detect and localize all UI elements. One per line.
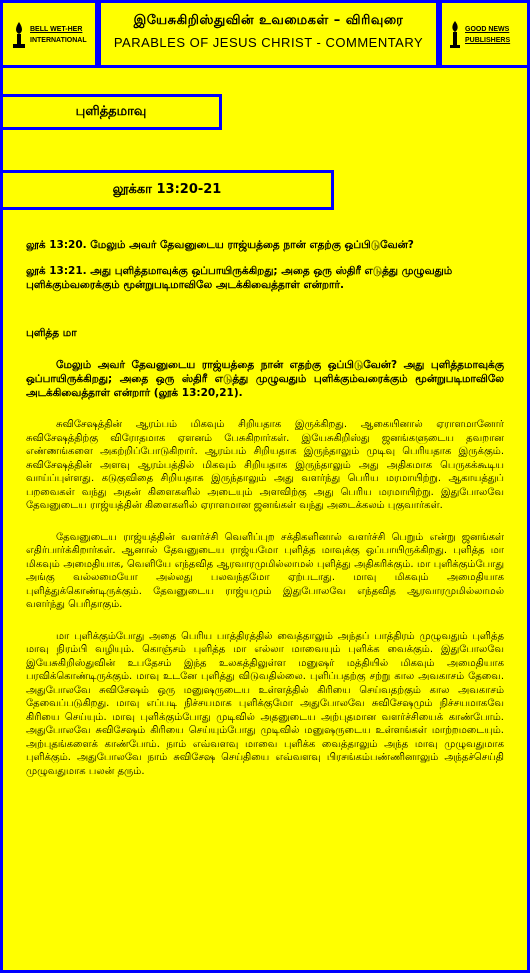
lamp-icon — [11, 20, 27, 50]
quoted-verse: மேலும் அவர் தேவனுடைய ராஜ்யத்தை நான் எதற்கு ஒப்பிடுவேன்? அது புளித்தமாவுக்கு ஒப்பாயிருக்கிறது; அதை ஒரு ஸ்திரீ எடுத்து முழுவதும் புளிக்கும்வரைக்கும் மூன்றுபடிமாவிலே அடக்கிவைத்தாள் என்றார் (லூக் 13:20,21). — [26, 359, 504, 399]
left-logo-box — [0, 0, 98, 68]
right-logo-box — [439, 0, 530, 68]
section-title: புளித்தமாவு — [0, 94, 222, 130]
paragraph-2: தேவனுடைய ராஜ்யத்தின் வளர்ச்சி வெளிப்புற சக்திகளினால் வளர்ச்சி பெறும் என்று ஜனங்கள் எதிர்பார்க்கிறார்கள். ஆனால் தேவனுடைய ராஜ்யமோ புளித்த மாவுக்கு ஒப்பாயிருக்கிறது. புளித்த மா மிகவும் அமைதியாக, வெளியே எந்தவித ஆரவாரமுமில்லாமல் புளித்து அதிகரிக்கும். மா புளிக்கும்போது அங்கு வல்லமையோ அல்லது பலவந்தமோ ஏற்படாது. மாவு மிகவும் அமைதியாக புளித்துக்கொண்டிருக்கும். தேவனுடைய ராஜ்யமும் இதுபோலவே எந்தவித ஆரவாரமுமில்லாமல் வளர்ந்து பெரிதாகும். — [26, 531, 504, 610]
subheading: புளித்த மா — [26, 327, 77, 339]
verse-20: லூக் 13:20. மேலும் அவர் தேவனுடைய ராஜ்யத்தை நான் எதற்கு ஒப்பிடுவேன்? — [26, 239, 414, 251]
page-header — [0, 0, 530, 70]
article-content — [26, 238, 504, 778]
paragraph-3: மா புளிக்கும்போது அதை பெரிய பாத்திரத்தில் வைத்தாலும் அந்தப் பாத்திரம் முழுவதும் புளித்த மாவு நிரம்பி வழியும். கொஞ்சம் புளித்த மா எல்லா மாவையும் புளிக்க வைக்கும். இதுபோலவே இயேசுகிறிஸ்துவின் உபதேசம் இந்த உலகத்திலுள்ள மனுஷர் மத்தியில் மிகவும் அமைதியாக பரவிக்கொண்டிருக்கும். மாவு உடனே புளித்து விடுவதில்லை. புளிப்பதற்கு சற்று கால அவகாசம் தேவை. அதுபோலவே சுவிசேஷம் ஒரு மனுஷருடைய உள்ளத்தில் கிரியை செய்வதற்கும் கால அவகாசம் தேவைப்படுகிறது. மாவு எப்படி நிச்சயமாக புளிக்குமோ அதுபோலவே சுவிசேஷமும் நிச்சயமாகவே கிரியை செய்யும். மாவு புளிக்கும்போது முடிவில் அதனுடைய அற்புதமான வளர்ச்சியைக் காண்போம். அதுபோலவே சுவிசேஷம் கிரியை செய்யும்போது முடிவில் மனுஷருடைய உள்ளங்கள் மாற்றமடையும். அற்புதங்களைக் காண்போம். நாம் எவ்வளவு மாவை புளிக்க வைத்தாலும் அந்த மாவு முழுவதுமாக புளிக்கும். அதுபோலவே நாம் சுவிசேஷ செய்தியை எவ்வளவு பிரசங்கம்பண்ணினாலும் அந்தச்செய்தி முழுவதுமாக பலன் தரும். — [26, 630, 504, 777]
scripture-reference: லூக்கா 13:20-21 — [0, 170, 334, 210]
title-english: PARABLES OF JESUS CHRIST - COMMENTARY — [113, 35, 424, 50]
title-tamil: இயேசுகிறிஸ்துவின் உவமைகள் – விரிவுரை — [133, 13, 404, 28]
left-logo-line2: INTERNATIONAL — [30, 37, 87, 44]
bellwether-logo — [11, 17, 87, 53]
torch-icon — [448, 20, 462, 50]
good-news-logo — [448, 17, 523, 53]
verse-21: லூக் 13:21. அது புளித்தமாவுக்கு ஒப்பாயிருக்கிறது; அதை ஒரு ஸ்திரீ எடுத்து முழுவதும் புளிக்கும்வரைக்கும் மூன்றுபடிமாவிலே அடக்கிவைத்தாள் என்றார். — [26, 265, 453, 291]
right-logo-line2: PUBLISHERS — [465, 37, 511, 44]
paragraph-1: சுவிசேஷத்தின் ஆரம்பம் மிகவும் சிறியதாக இருக்கிறது. ஆகையினால் ஏராளமானோர் சுவிசேஷத்திற்கு விரோதமாக ஏளனம் பேசுகிறார்கள். இயேசுகிறிஸ்து ஜனங்களுடைய தவறான எண்ணங்களை அகற்றிப்போடுகிறார். ஆரம்பம் சிறியதாக இருந்தாலும் முடிவு பெரியதாக இருக்கும். சுவிசேஷத்தின் அளவு ஆரம்பத்தில் மிகவும் சிறியதாக இருந்தாலும் அது அதிகமாக பெருகக்கூடிய வாய்ப்புள்ளது. கடுகுவிதை சிறியதாக இருந்தாலும் அது வளர்ந்து பெரிய மரமாயிற்று. ஆகாயத்துப் பறவைகள் வந்து அதன் கிளைகளில் அடையும் அளவிற்கு அது பெரிய மரமாயிற்று. இதுபோலவே தேவனுடைய ராஜ்யத்தின் கிளைகளில் ஏராளமான ஜனங்கள் வந்து அடைக்கலம் புகுவார்கள். — [26, 419, 504, 511]
right-logo-line1: GOOD NEWS — [465, 26, 510, 33]
left-logo-line1: BELL WET-HER — [30, 26, 83, 33]
title-box — [98, 0, 439, 68]
